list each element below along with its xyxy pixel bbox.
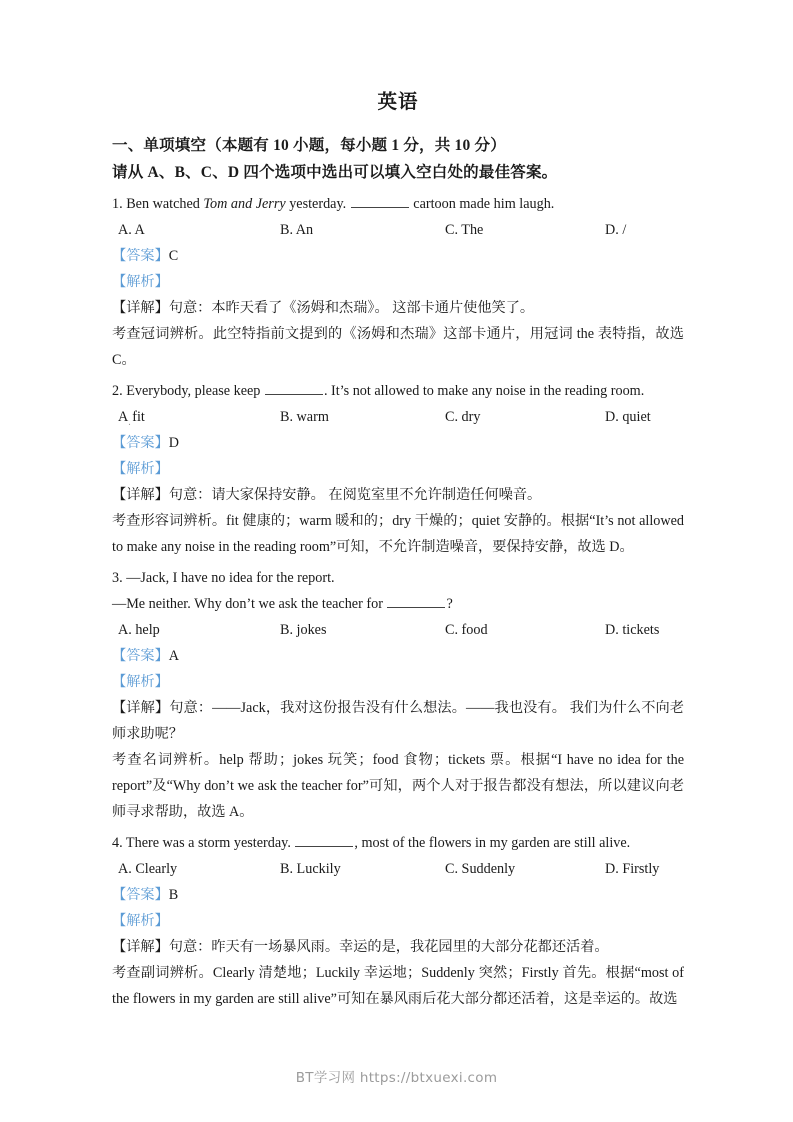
analysis-marker: 【解析】 xyxy=(112,461,169,477)
option-c[interactable]: C. Suddenly xyxy=(445,861,516,877)
answer-blank-icon xyxy=(265,382,323,395)
question-4-detail-line-2: 考查副词辨析。Clearly 清楚地；Luckily 幸运地；Suddenly 突然；Firstly 首先。根据“most of the flowers in my garden are still alive”可知在暴风雨后花大部分都还活着，这是幸运的。故选 xyxy=(112,965,684,1007)
question-2-detail-line-2: 考查形容词辨析。fit 健康的；warm 暖和的；dry 干燥的；quiet 安静的。根据“It’s not allowed to make any noise in the reading room”可知，不允许制造噪音，要保持安静，故选 D。 xyxy=(112,513,684,555)
option-a[interactable]: A. help xyxy=(118,622,160,638)
question-1-answer-line xyxy=(112,243,684,269)
question-3-stem-suffix: ? xyxy=(446,596,453,612)
question-1-stem xyxy=(112,191,684,217)
question-4-answer-line xyxy=(112,882,684,908)
question-4-analysis-marker xyxy=(112,908,684,934)
question-3-detail-line-1 xyxy=(112,695,684,747)
option-c[interactable]: C. food xyxy=(445,622,488,638)
analysis-marker: 【解析】 xyxy=(112,674,169,690)
option-a-letter: A xyxy=(118,409,129,425)
question-2-stem xyxy=(112,378,684,404)
question-4-detail-text-1: 句意：昨天有一场暴风雨。幸运的是，我花园里的大部分花都还活着。 xyxy=(168,939,609,955)
document-body xyxy=(112,88,684,1012)
page-title: 英语 xyxy=(377,92,419,113)
detail-marker: 【详解】 xyxy=(112,300,169,316)
question-3-answer-value: A xyxy=(168,648,180,664)
question-2-options xyxy=(112,404,684,430)
question-1-stem-mid: yesterday. xyxy=(285,196,350,212)
question-4-stem-suffix: , most of the flowers in my garden are still alive. xyxy=(354,835,631,851)
question-3-analysis-marker xyxy=(112,669,684,695)
option-b[interactable]: B. warm xyxy=(280,409,329,425)
question-3-stem-line-2 xyxy=(112,591,684,617)
question-4-detail-line-1 xyxy=(112,934,684,960)
question-3-answer-line xyxy=(112,643,684,669)
question-1-detail-line-2: 考查冠词辨析。此空特指前文提到的《汤姆和杰瑞》这部卡通片，用冠词 the 表特指，故选 C。 xyxy=(112,326,684,368)
question-4-answer-value: B xyxy=(168,887,179,903)
question-1-detail-text-1: 句意：本昨天看了《汤姆和杰瑞》。 这部卡通片使他笑了。 xyxy=(168,300,535,316)
question-1-stem-prefix: 1. Ben watched xyxy=(112,196,204,212)
answer-marker: 【答案】 xyxy=(112,648,169,664)
question-1-options xyxy=(112,217,684,243)
analysis-marker: 【解析】 xyxy=(112,274,169,290)
answer-marker: 【答案】 xyxy=(112,887,169,903)
question-4-stem xyxy=(112,830,684,856)
option-d[interactable]: D. Firstly xyxy=(605,861,660,877)
answer-blank-icon xyxy=(295,834,353,847)
option-d[interactable]: D. quiet xyxy=(605,409,651,425)
section-instruction: 请从 A、B、C、D 四个选项中选出可以填入空白处的最佳答案。 xyxy=(112,164,558,181)
question-2-detail-text-1: 句意：请大家保持安静。 在阅览室里不允许制造任何噪音。 xyxy=(168,487,542,503)
question-1-stem-suffix: cartoon made him laugh. xyxy=(409,196,555,212)
option-a[interactable]: A. Clearly xyxy=(118,861,178,877)
answer-blank-icon xyxy=(351,195,409,208)
question-2-detail-line-1 xyxy=(112,482,684,508)
detail-marker: 【详解】 xyxy=(112,939,169,955)
question-2-stem-prefix: 2. Everybody, please keep xyxy=(112,383,264,399)
option-d[interactable]: D. / xyxy=(605,222,627,238)
option-a-text: fit xyxy=(132,409,145,425)
detail-marker: 【详解】 xyxy=(112,487,169,503)
question-4-stem-prefix: 4. There was a storm yesterday. xyxy=(112,835,295,851)
question-1-stem-italic: Tom and Jerry xyxy=(203,196,286,212)
question-1-analysis-marker xyxy=(112,269,684,295)
option-a[interactable]: A. A xyxy=(118,222,145,238)
answer-marker: 【答案】 xyxy=(112,435,169,451)
answer-marker: 【答案】 xyxy=(112,248,169,264)
question-3-detail-text-1: 句意：——Jack，我对这份报告没有什么想法。——我也没有。 我们为什么不向老师求助呢？ xyxy=(112,700,684,742)
question-2-analysis-marker xyxy=(112,456,684,482)
option-b[interactable]: B. Luckily xyxy=(280,861,341,877)
question-3-stem-line-1: 3. —Jack, I have no idea for the report. xyxy=(112,570,335,586)
option-c[interactable]: C. The xyxy=(445,222,484,238)
detail-marker: 【详解】 xyxy=(112,700,170,716)
question-3-options xyxy=(112,617,684,643)
answer-blank-icon xyxy=(387,595,445,608)
page-footer-watermark: BT学习网 https://btxuexi.com xyxy=(295,1070,498,1086)
section-heading-part-one: 一、单项填空（本题有 10 小题，每小题 1 分，共 10 分） xyxy=(112,137,506,154)
option-b[interactable]: B. jokes xyxy=(280,622,327,638)
question-1-answer-value: C xyxy=(168,248,179,264)
option-a[interactable] xyxy=(118,404,145,432)
analysis-marker: 【解析】 xyxy=(112,913,169,929)
question-3-stem-prefix: —Me neither. Why don’t we ask the teacher for xyxy=(112,596,387,612)
question-1-detail-line-1 xyxy=(112,295,684,321)
question-2-answer-line xyxy=(112,430,684,456)
option-c[interactable]: C. dry xyxy=(445,409,481,425)
question-2-answer-value: D xyxy=(168,435,180,451)
option-a-stray-dot-icon: . xyxy=(128,417,131,428)
question-3-detail-line-2: 考查名词辨析。help 帮助；jokes 玩笑；food 食物；tickets 票。根据“I have no idea for the report”及“Why don’t we ask the teacher for”可知，两个人对于报告都没有想法，所以建议向老师寻求帮助，故选 A。 xyxy=(112,752,684,820)
question-2-stem-suffix: . It’s not allowed to make any noise in the reading room. xyxy=(323,383,645,399)
question-4-options xyxy=(112,856,684,882)
option-d[interactable]: D. tickets xyxy=(605,622,660,638)
option-b[interactable]: B. An xyxy=(280,222,314,238)
